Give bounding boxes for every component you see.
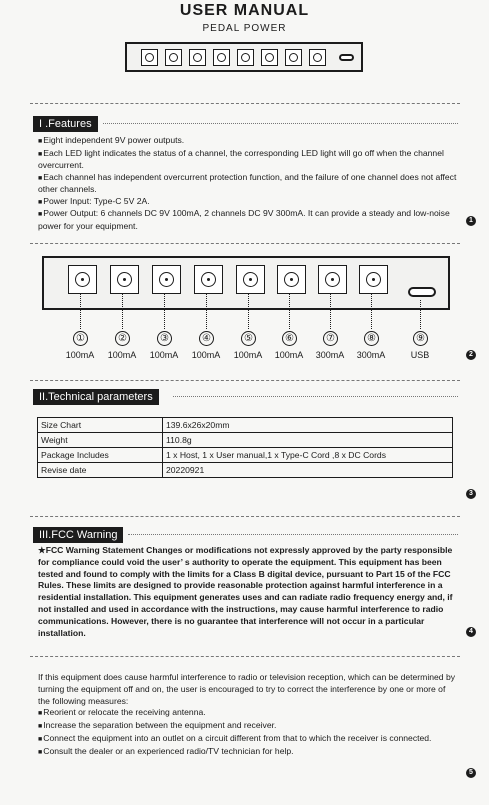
- dc-port-6: [277, 265, 306, 294]
- channel-number: ⑧: [364, 331, 379, 346]
- table-row: [38, 463, 453, 478]
- divider: [30, 103, 460, 104]
- measure-item: ■ Consult the dealer or an experienced radio/TV technician for help.: [38, 746, 458, 759]
- dc-port-7: [318, 265, 347, 294]
- features-list: [38, 135, 458, 232]
- channel-number: ⑥: [282, 331, 297, 346]
- divider: [30, 380, 460, 381]
- section-heading-fcc-warning: III.FCC Warning: [33, 527, 123, 543]
- param-value: 139.6x26x20mm: [163, 418, 453, 433]
- dc-port-8: [309, 49, 326, 66]
- param-label: Weight: [38, 433, 163, 448]
- param-value: 110.8g: [163, 433, 453, 448]
- channel-number: ⑤: [241, 331, 256, 346]
- dc-port-7: [285, 49, 302, 66]
- param-value: 20220921: [163, 463, 453, 478]
- channel-current: USB: [410, 350, 430, 360]
- device-illustration-small: [125, 42, 363, 72]
- parameters-table: [37, 417, 453, 478]
- dc-port-5: [236, 265, 265, 294]
- channel-number: ①: [73, 331, 88, 346]
- table-row: [38, 448, 453, 463]
- interference-text: [38, 672, 458, 759]
- interference-intro: If this equipment does cause harmful interference to radio or television reception, which can be determined by turning the equipment off and on, the user is encouraged to try to correct the interference by one or more of the following measures:: [38, 672, 456, 706]
- channel-current: 100mA: [233, 350, 263, 360]
- channel-current: 100mA: [107, 350, 137, 360]
- channel-current: 100mA: [65, 350, 95, 360]
- dc-port-8: [359, 265, 388, 294]
- divider: [103, 123, 458, 124]
- page-marker: 4: [466, 627, 476, 637]
- dc-port-5: [237, 49, 254, 66]
- measure-item: ■ Connect the equipment into an outlet on a circuit different from that to which the receiver is connected.: [38, 733, 458, 746]
- param-label: Size Chart: [38, 418, 163, 433]
- channel-number: ②: [115, 331, 130, 346]
- param-value: 1 x Host, 1 x User manual,1 x Type-C Cord ,8 x DC Cords: [163, 448, 453, 463]
- section-heading-features: I .Features: [33, 116, 98, 132]
- leader-line: [289, 294, 290, 329]
- dc-port-1: [141, 49, 158, 66]
- divider: [30, 656, 460, 657]
- table-row: [38, 433, 453, 448]
- measure-item: ■ Increase the separation between the equipment and receiver.: [38, 720, 458, 733]
- feature-item: ■ Power Input: Type-C 5V 2A.: [38, 196, 458, 209]
- channel-current: 100mA: [191, 350, 221, 360]
- leader-line: [248, 294, 249, 329]
- dc-port-2: [110, 265, 139, 294]
- leader-line: [80, 294, 81, 329]
- section-heading-technical-parameters: II.Technical parameters: [33, 389, 159, 405]
- feature-item: ■ Each channel has independent overcurrent protection function, and the failure of one channel does not affect other channels.: [38, 172, 458, 196]
- dc-port-2: [165, 49, 182, 66]
- feature-item: ■ Each LED light indicates the status of a channel, the corresponding LED light will go off when the channel overcurrent.: [38, 148, 458, 172]
- page-marker: 1: [466, 216, 476, 226]
- measure-item: ■ Reorient or relocate the receiving antenna.: [38, 707, 458, 720]
- channel-number: ⑨: [413, 331, 428, 346]
- param-label: Package Includes: [38, 448, 163, 463]
- channel-current: 100mA: [274, 350, 304, 360]
- page-marker: 3: [466, 489, 476, 499]
- leader-line: [206, 294, 207, 329]
- dc-port-4: [194, 265, 223, 294]
- dc-port-4: [213, 49, 230, 66]
- dc-port-3: [152, 265, 181, 294]
- divider: [30, 516, 460, 517]
- dc-port-6: [261, 49, 278, 66]
- leader-line: [122, 294, 123, 329]
- fcc-warning-text: [38, 545, 458, 639]
- feature-item: ■ Eight independent 9V power outputs.: [38, 135, 458, 148]
- dc-port-1: [68, 265, 97, 294]
- divider: [128, 534, 458, 535]
- leader-line: [330, 294, 331, 329]
- page-marker: 2: [466, 350, 476, 360]
- channel-current: 100mA: [149, 350, 179, 360]
- usb-port: [408, 287, 436, 297]
- usb-port: [339, 54, 354, 61]
- channel-number: ③: [157, 331, 172, 346]
- param-label: Revise date: [38, 463, 163, 478]
- page-marker: 5: [466, 768, 476, 778]
- channel-current: 300mA: [315, 350, 345, 360]
- channel-number: ⑦: [323, 331, 338, 346]
- leader-line: [420, 300, 421, 329]
- leader-line: [371, 294, 372, 329]
- device-illustration-large: [42, 256, 450, 310]
- fcc-paragraph: ★FCC Warning Statement Changes or modifications not expressly approved by the party responsible for compliance could void the user’ s authority to operate the equipment. This equipment has been tested and found to comply with the limits for a Class B digital device, pursuant to Part 15 of the FCC Rules. These limits are designed to provide reasonable protection against harmful interference in a residential installation. This equipment generates uses and can radiate radio frequency energy and, if not installed and used in accordance with the instructions, may cause harmful interference to radio communications. However, there is no guarantee that interference will not occur in a particular installation.: [38, 545, 453, 638]
- channel-number: ④: [199, 331, 214, 346]
- page-title: USER MANUAL: [179, 2, 310, 19]
- table-row: [38, 418, 453, 433]
- divider: [173, 396, 458, 397]
- leader-line: [164, 294, 165, 329]
- channel-current: 300mA: [356, 350, 386, 360]
- page-subtitle: PEDAL POWER: [202, 23, 287, 34]
- divider: [30, 243, 460, 244]
- dc-port-3: [189, 49, 206, 66]
- feature-item: ■ Power Output: 6 channels DC 9V 100mA, 2 channels DC 9V 300mA. It can provide a steady and low-noise power for your equipment.: [38, 208, 458, 232]
